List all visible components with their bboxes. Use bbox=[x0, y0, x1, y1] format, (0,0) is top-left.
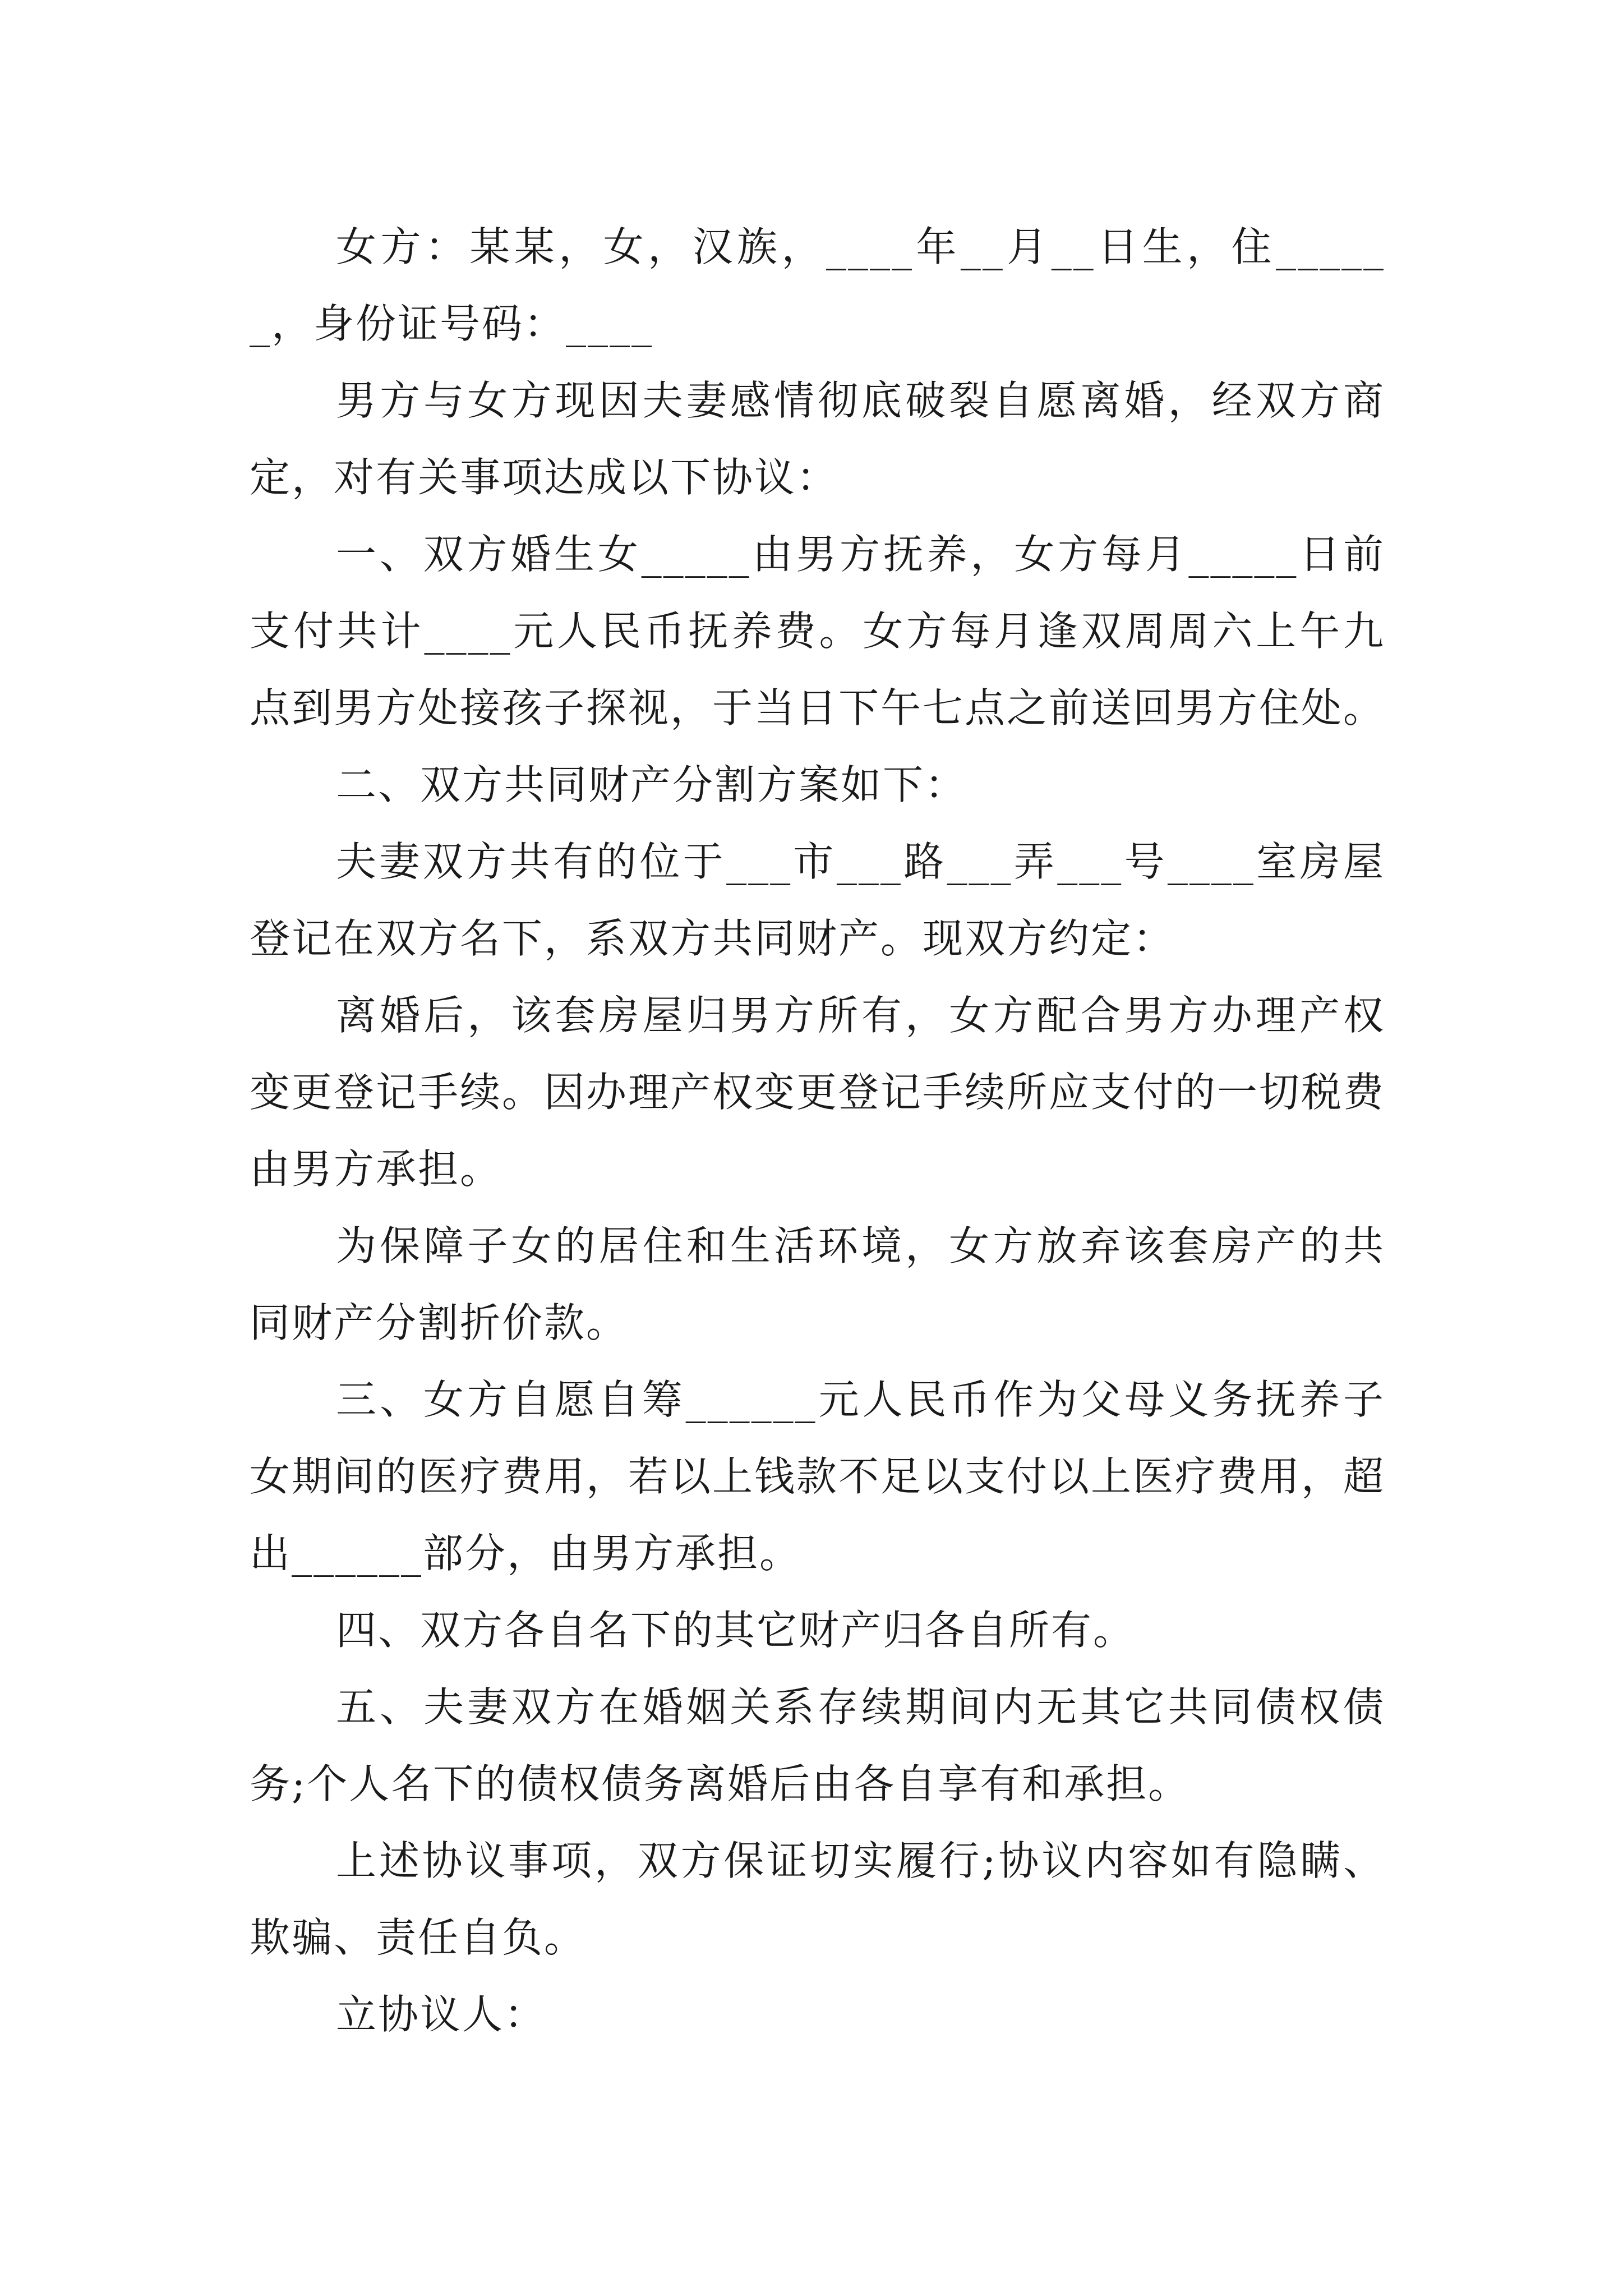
paragraph-clause-1-custody: 一、双方婚生女_____由男方抚养，女方每月_____日前支付共计____元人民币抚养费。女方每月逢双周周六上午九点到男方处接孩子探视，于当日下午七点之前送回男方住处。 bbox=[250, 531, 1386, 731]
paragraph-clause-5-debts: 五、夫妻双方在婚姻关系存续期间内无其它共同债权债务;个人名下的债权债务离婚后由各自享有和承担。 bbox=[250, 1683, 1385, 1807]
paragraph-house-ownership: 夫妻双方共有的位于___市___路___弄___号____室房屋登记在双方名下，系双方共同财产。现双方约定： bbox=[250, 838, 1385, 962]
document-page bbox=[250, 209, 1385, 2053]
paragraph-house-after-divorce: 离婚后，该套房屋归男方所有，女方配合男方办理产权变更登记手续。因办理产权变更登记手续所应支付的一切税费由男方承担。 bbox=[250, 992, 1386, 1193]
paragraph-female-party-info: 女方：某某，女，汉族，____年__月__日生，住______，身份证号码：____ bbox=[250, 223, 1385, 347]
paragraph-house-waiver: 为保障子女的居住和生活环境，女方放弃该套房产的共同财产分割折价款。 bbox=[250, 1222, 1385, 1346]
paragraph-signatory: 立协议人： bbox=[336, 1991, 547, 2038]
paragraph-agreement-intro: 男方与女方现因夫妻感情彻底破裂自愿离婚，经双方商定，对有关事项达成以下协议： bbox=[250, 377, 1385, 501]
paragraph-clause-4-other-property: 四、双方各自名下的其它财产归各自所有。 bbox=[336, 1607, 1136, 1654]
paragraph-clause-2-property: 二、双方共同财产分割方案如下： bbox=[336, 761, 967, 808]
paragraph-clause-3-medical: 三、女方自愿自筹______元人民币作为父母义务抚养子女期间的医疗费用，若以上钱款不足以支付以上医疗费用，超出______部分，由男方承担。 bbox=[250, 1376, 1386, 1577]
paragraph-guarantee: 上述协议事项，双方保证切实履行;协议内容如有隐瞒、欺骗、责任自负。 bbox=[250, 1837, 1385, 1961]
